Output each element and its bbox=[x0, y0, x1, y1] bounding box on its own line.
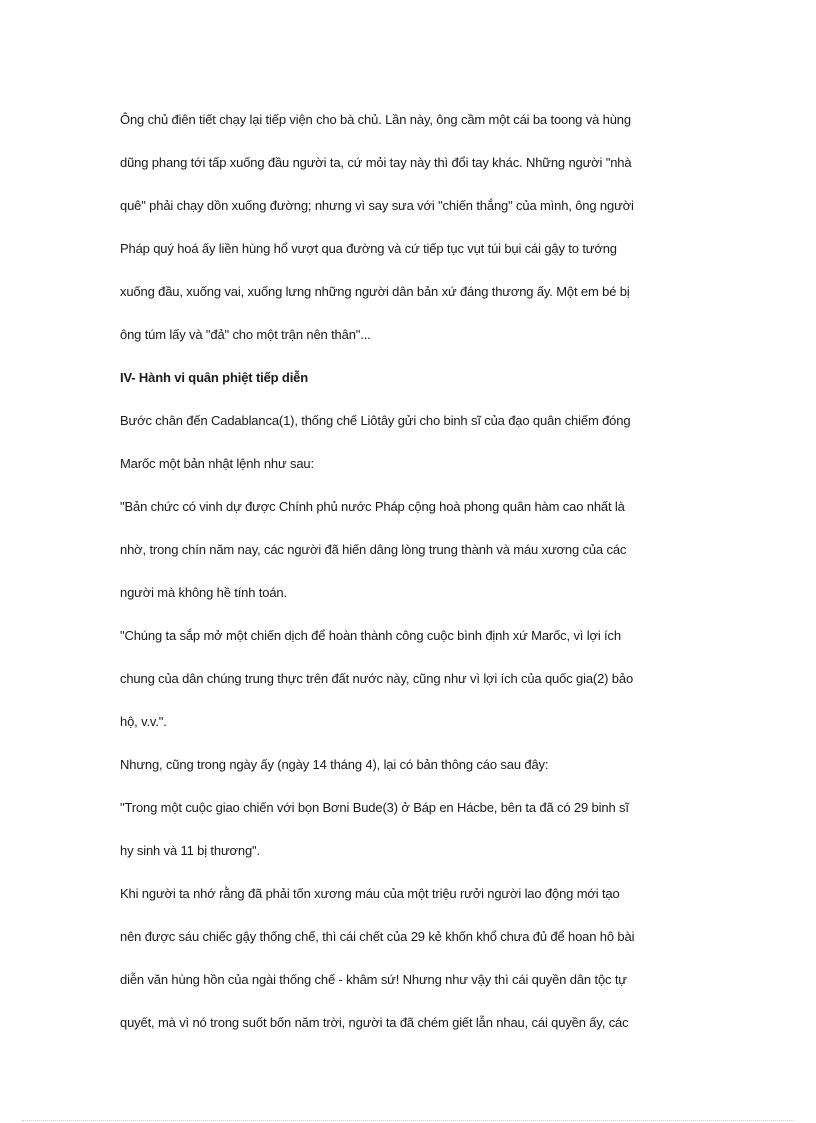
body-line: chung của dân chúng trung thực trên đất nước này, cũng như vì lợi ích của quốc gia(2) bảo bbox=[120, 671, 634, 686]
body-line: xuống đầu, xuống vai, xuống lưng những người dân bản xứ đáng thương ấy. Một em bé bị bbox=[120, 284, 630, 299]
body-line: Pháp quý hoá ấy liền hùng hổ vượt qua đường và cứ tiếp tục vụt túi bụi cái gậy to tướng bbox=[120, 241, 617, 256]
body-line: diễn văn hùng hồn của ngài thống chế - khâm sứ! Nhưng như vậy thì cái quyền dân tộc tự bbox=[120, 972, 627, 987]
body-line: Ông chủ điên tiết chạy lại tiếp viện cho bà chủ. Lần này, ông cầm một cái ba toong và hùng bbox=[120, 112, 631, 127]
body-line: quê" phải chạy dồn xuống đường; nhưng vì say sưa với "chiến thắng" của mình, ông người bbox=[120, 198, 634, 213]
body-line: hy sinh và 11 bị thương". bbox=[120, 843, 260, 858]
body-line: Khi người ta nhớ rằng đã phải tốn xương máu của một triệu rưởi người lao động mới tạo bbox=[120, 886, 620, 901]
body-line: người mà không hề tính toán. bbox=[120, 585, 287, 600]
body-line: ông túm lấy và "đả" cho một trận nên thân"... bbox=[120, 327, 371, 342]
body-line: nên được sáu chiếc gậy thống chế, thì cái chết của 29 kẻ khốn khổ chưa đủ để hoan hô bài bbox=[120, 929, 635, 944]
body-line: "Chúng ta sắp mở một chiến dịch để hoàn thành công cuộc bình định xứ Marốc, vì lợi ích bbox=[120, 628, 621, 643]
body-line: Marốc một bản nhật lệnh như sau: bbox=[120, 456, 314, 471]
body-line: Bước chân đến Cadablanca(1), thống chế Liôtây gửi cho binh sĩ của đạo quân chiếm đóng bbox=[120, 413, 631, 428]
page-bottom-divider bbox=[22, 1120, 794, 1121]
body-line: nhờ, trong chín năm nay, các người đã hiến dâng lòng trung thành và máu xương của các bbox=[120, 542, 627, 557]
body-line: "Trong một cuộc giao chiến với bọn Bơni Bude(3) ở Báp en Hácbe, bên ta đã có 29 binh sĩ bbox=[120, 800, 629, 815]
body-line: hộ, v.v.". bbox=[120, 714, 167, 729]
section-heading: IV- Hành vi quân phiệt tiếp diễn bbox=[120, 370, 309, 385]
body-line: "Bản chức có vinh dự được Chính phủ nước Pháp cộng hoà phong quân hàm cao nhất là bbox=[120, 499, 625, 514]
document-body bbox=[120, 98, 700, 1044]
body-line: Nhưng, cũng trong ngày ấy (ngày 14 tháng 4), lại có bản thông cáo sau đây: bbox=[120, 757, 549, 772]
body-line: dũng phang tới tấp xuống đầu người ta, cứ mỏi tay này thì đổi tay khác. Những người "nhà bbox=[120, 155, 632, 170]
body-line: quyết, mà vì nó trong suốt bốn năm trời, người ta đã chém giết lẫn nhau, cái quyền ấy, các bbox=[120, 1015, 629, 1030]
